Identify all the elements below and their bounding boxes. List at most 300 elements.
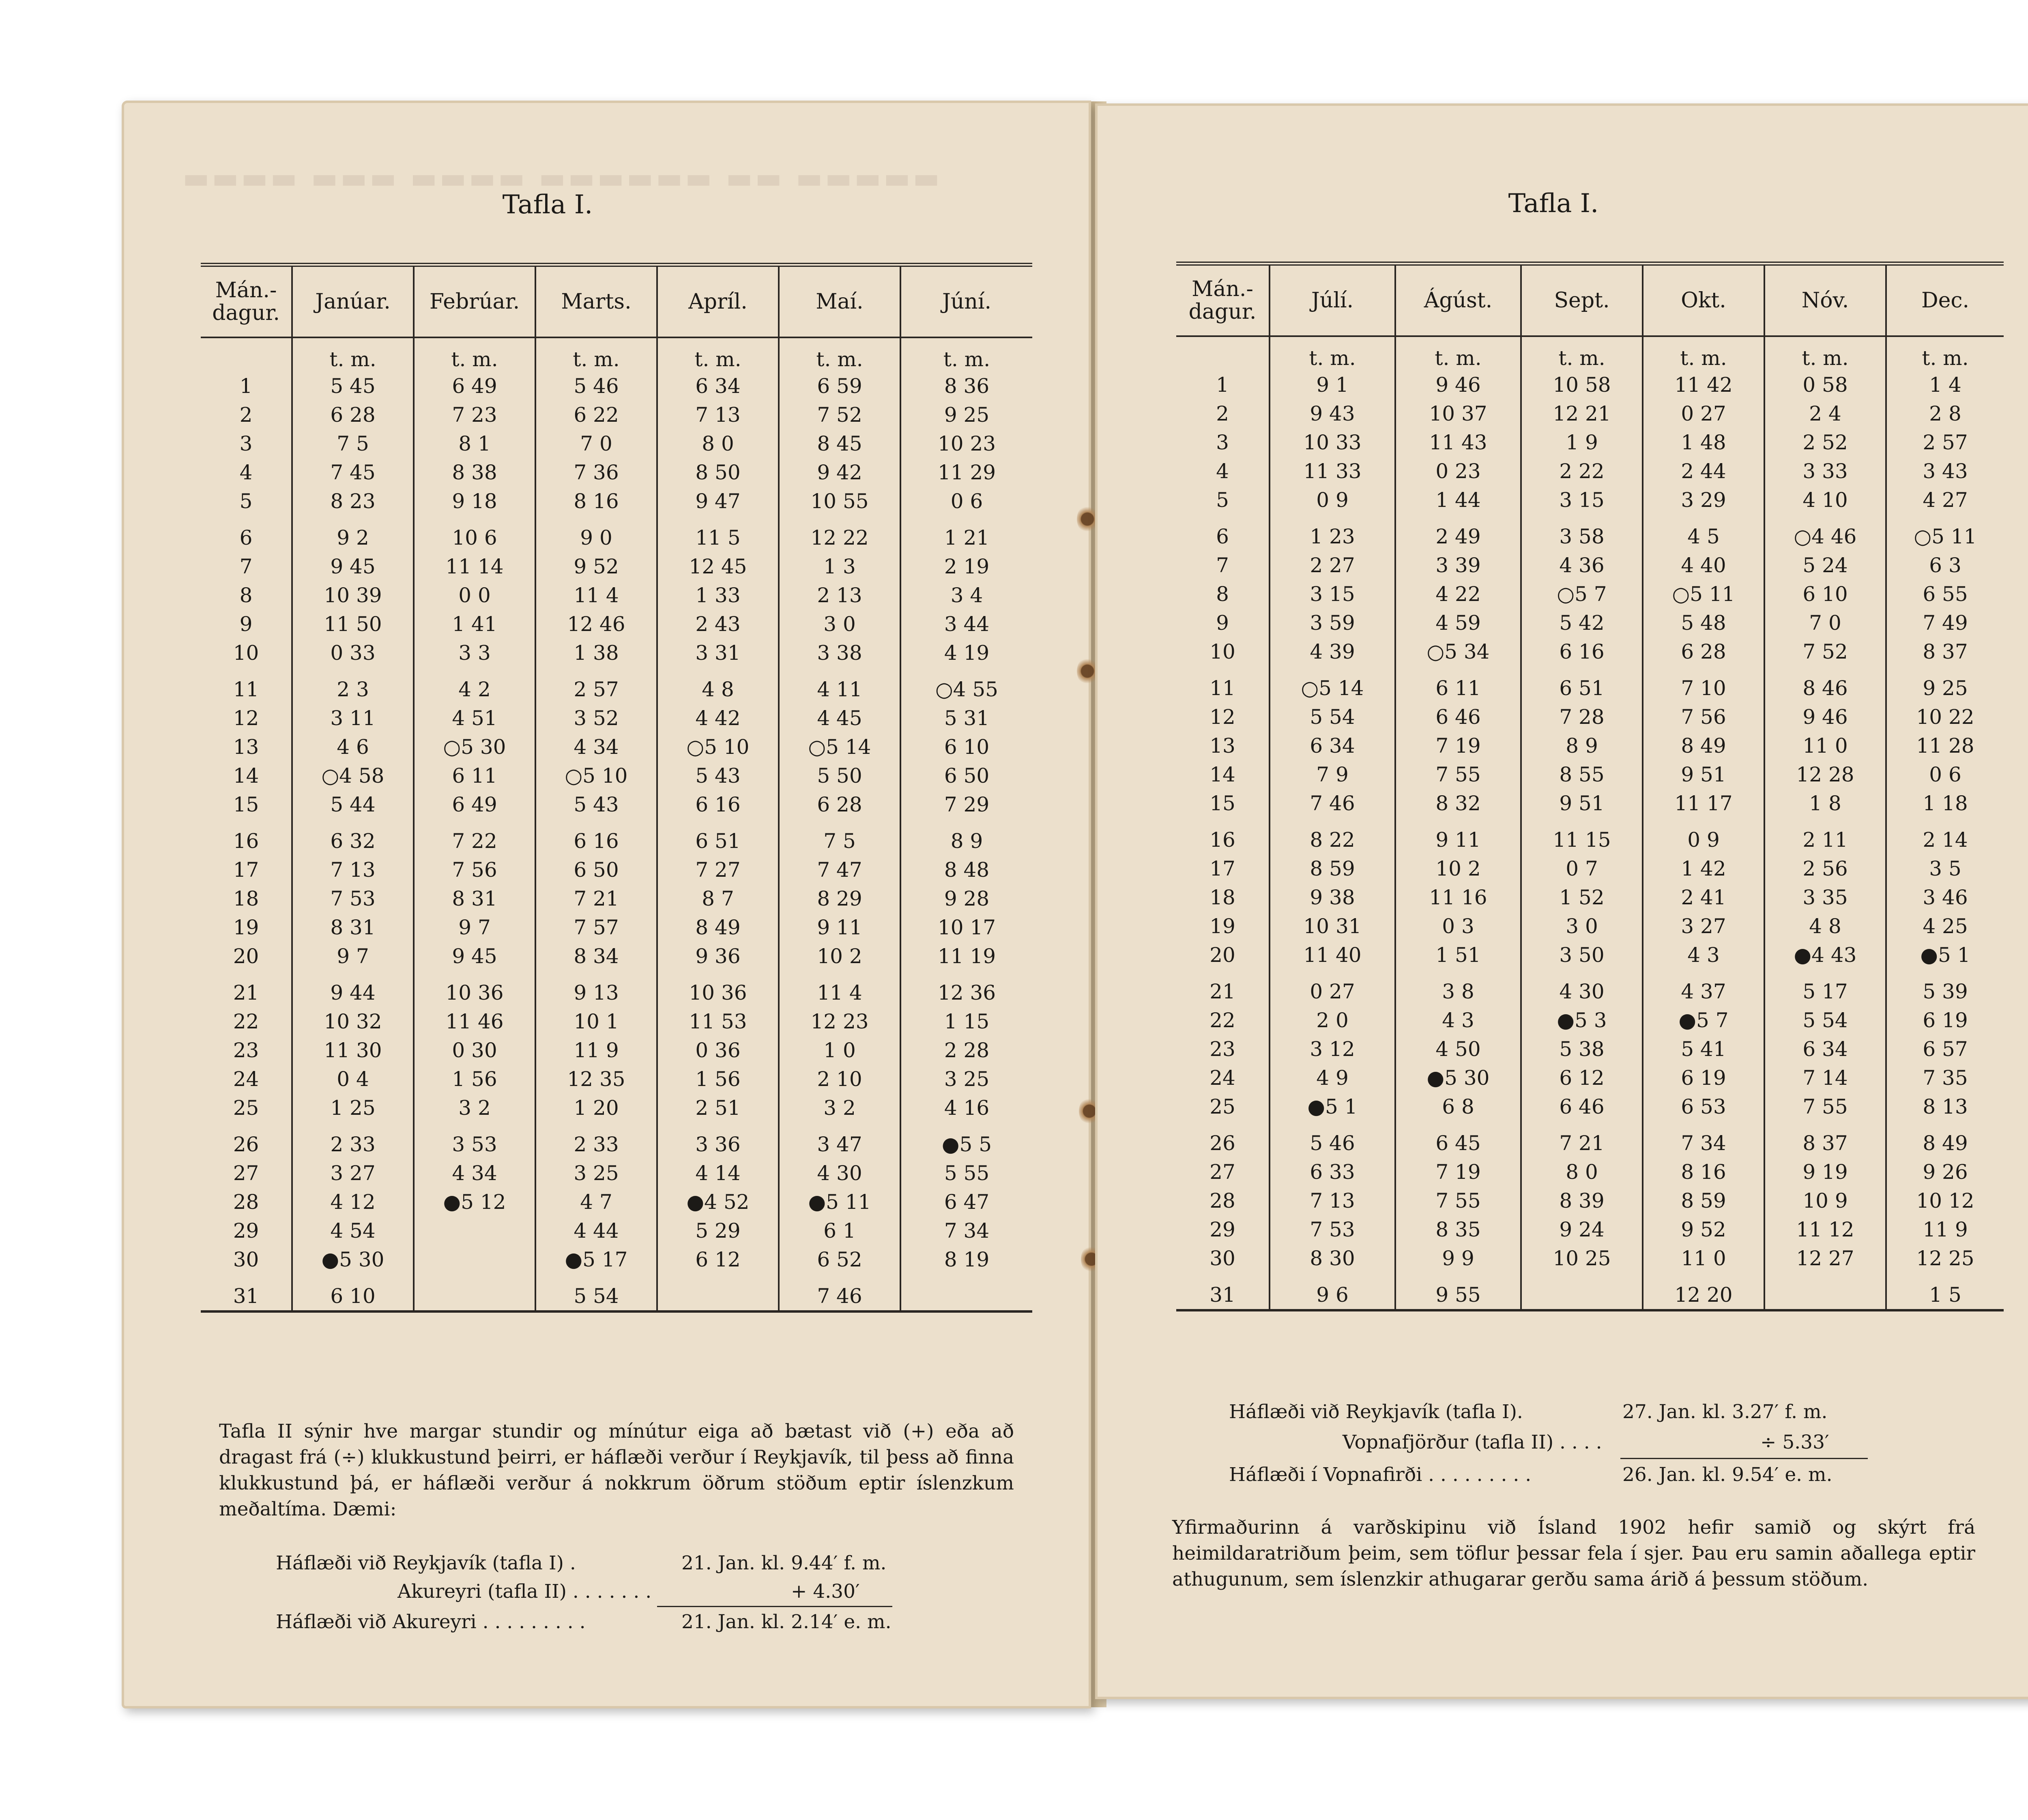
tide-time-cell: 11 15 [1521,818,1643,854]
source-note: Yfirmaðurinn á varðskipinu við Ísland 1902 hefir samið og skýrt frá heimildaratriðum þeim, sem töflur þessar fela í sjer. Þau eru samin aðallega eptir athugunum, sem íslenzkir athugarar gerðu sama árið á þessum stöðum. [1172,1516,1975,1590]
example-line-3-value: 26. Jan. kl. 9.54′ e. m. [1622,1464,1833,1486]
tide-time-cell: 6 34 [1270,731,1395,760]
tide-time-cell: 12 46 [535,610,657,638]
example-line-3-value: 21. Jan. kl. 2.14′ e. m. [681,1611,892,1633]
tide-time-cell: 6 49 [414,371,535,400]
tide-time-cell: 10 58 [1521,370,1643,399]
table-row [201,638,1032,667]
day-number: 23 [233,1038,259,1062]
unit-label: t. m. [657,337,779,371]
tide-time-cell: 9 19 [1764,1157,1886,1186]
tide-time-cell: 6 12 [1521,1063,1643,1092]
day-number: 29 [1209,1217,1235,1241]
tide-time-cell: 9 52 [1643,1215,1764,1244]
table-row [1176,399,2004,428]
day-number: 1 [1216,373,1229,397]
tide-time-cell: 3 35 [1764,883,1886,912]
day-number: 4 [1216,459,1229,483]
tide-time-cell: 8 49 [1643,731,1764,760]
month-header: Apríl. [657,265,779,337]
tide-time-cell: 8 0 [657,429,779,458]
tide-time-cell: 8 39 [1521,1186,1643,1215]
day-number: 2 [1216,401,1229,425]
tide-time-cell: ○5 11 [1643,579,1764,608]
tide-time-cell: ○5 34 [1395,637,1521,666]
tide-time-cell: 3 25 [900,1065,1032,1093]
tide-time-cell: 7 34 [900,1216,1032,1245]
tide-time-cell: 12 21 [1521,399,1643,428]
tide-time-cell: 8 37 [1764,1121,1886,1157]
tide-time-cell: 12 28 [1764,760,1886,789]
tide-time-cell: 9 7 [414,913,535,942]
tide-time-cell: 0 6 [900,487,1032,515]
table-row [1176,1092,2004,1121]
table-row [201,1065,1032,1093]
tide-time-cell: 8 31 [414,884,535,913]
tide-time-cell: 6 10 [292,1274,414,1311]
tide-time-cell: 7 57 [535,913,657,942]
tide-time-cell: 2 11 [1764,818,1886,854]
tide-time-cell: 11 0 [1764,731,1886,760]
tide-time-cell: 8 22 [1270,818,1395,854]
tide-time-cell: 6 11 [1395,666,1521,702]
tide-time-cell: 4 8 [657,667,779,704]
unit-label: t. m. [779,337,900,371]
tide-time-cell: 6 47 [900,1187,1032,1216]
tide-time-cell: 12 36 [900,970,1032,1007]
tide-time-cell: 9 26 [1886,1157,2004,1186]
tide-time-cell: 8 29 [779,884,900,913]
tide-time-cell: 4 25 [1886,912,2004,940]
tide-time-cell: 3 59 [1270,608,1395,637]
tide-time-cell: ●4 43 [1764,940,1886,969]
day-number: 21 [1209,979,1235,1003]
day-number: 21 [233,981,259,1004]
tide-time-cell: 7 55 [1395,760,1521,789]
tide-time-cell: 9 55 [1395,1273,1521,1310]
tide-time-cell: 6 55 [1886,579,2004,608]
tide-time-cell: 4 14 [657,1159,779,1187]
table-row [1176,1121,2004,1157]
tide-time-cell: 7 22 [414,819,535,855]
tide-time-cell: 8 9 [900,819,1032,855]
tide-time-cell: 12 20 [1643,1273,1764,1310]
table-row [1176,1215,2004,1244]
tide-time-cell: 7 45 [292,458,414,487]
day-number: 24 [233,1067,259,1091]
tide-time-cell: 7 46 [1270,789,1395,818]
table-row [201,790,1032,819]
table-row [1176,1186,2004,1215]
table-row [201,371,1032,400]
table-row [1176,1006,2004,1034]
tide-time-cell: 3 25 [535,1159,657,1187]
day-number: 14 [1209,762,1235,786]
tide-time-cell: 5 54 [1764,1006,1886,1034]
table-row [201,884,1032,913]
tide-time-cell: 10 23 [900,429,1032,458]
table-row [201,581,1032,610]
tide-time-cell: 1 56 [657,1065,779,1093]
table-row [1176,1273,2004,1310]
tide-time-cell: 7 34 [1643,1121,1764,1157]
tide-time-cell: 0 58 [1764,370,1886,399]
tide-time-cell: 9 43 [1270,399,1395,428]
day-number: 11 [1209,676,1235,700]
tide-time-cell: 8 37 [1886,637,2004,666]
tide-time-cell: 4 6 [292,732,414,761]
tide-time-cell: 4 34 [414,1159,535,1187]
example-line-1-value: 21. Jan. kl. 9.44′ f. m. [681,1552,887,1574]
tide-time-cell: 6 51 [1521,666,1643,702]
tide-time-cell: 1 52 [1521,883,1643,912]
tide-time-cell: 7 5 [779,819,900,855]
tide-time-cell: 3 15 [1270,579,1395,608]
tide-time-cell: 4 3 [1395,1006,1521,1034]
table-row [1176,485,2004,514]
bleed-through-text: ▬▬▬▬ ▬▬▬ ▬▬▬▬ ▬▬▬▬▬▬ ▬▬ ▬▬▬▬▬ [183,161,942,195]
tide-time-cell: 7 56 [414,855,535,884]
tide-time-cell: 6 22 [535,400,657,429]
tide-time-cell: ●5 7 [1643,1006,1764,1034]
tide-time-cell: 6 51 [657,819,779,855]
tide-time-cell: 7 5 [292,429,414,458]
table-row [201,1007,1032,1036]
table-row [1176,854,2004,883]
day-number: 3 [1216,430,1229,454]
tide-time-cell: 9 7 [292,942,414,970]
tide-time-cell: 8 16 [535,487,657,515]
table-title: Tafla I. [502,190,593,220]
tide-time-cell: 9 45 [414,942,535,970]
tide-time-cell: ○5 14 [779,732,900,761]
table-row [1176,702,2004,731]
tide-time-cell: ●4 52 [657,1187,779,1216]
tide-time-cell: ●5 5 [900,1122,1032,1159]
tide-time-cell: 9 18 [414,487,535,515]
tide-time-cell: 9 0 [535,515,657,552]
table-row [201,913,1032,942]
table-row [201,400,1032,429]
tide-time-cell: 6 16 [535,819,657,855]
tide-time-cell: 4 44 [535,1216,657,1245]
day-number: 16 [233,829,259,853]
tide-time-cell: 4 51 [414,704,535,732]
tide-time-cell: 0 30 [414,1036,535,1065]
tide-time-cell: 9 38 [1270,883,1395,912]
tide-time-cell: 8 30 [1270,1244,1395,1273]
tide-time-cell: 2 8 [1886,399,2004,428]
tide-time-cell: 9 52 [535,552,657,581]
tide-time-cell: 3 27 [1643,912,1764,940]
day-number: 17 [1209,856,1235,880]
tide-time-cell: 7 53 [1270,1215,1395,1244]
tide-time-cell: 4 37 [1643,969,1764,1006]
tide-time-cell: 2 3 [292,667,414,704]
table-row [201,855,1032,884]
tide-time-cell: ○5 11 [1886,514,2004,551]
tide-time-cell: 6 3 [1886,551,2004,579]
tide-time-cell: 3 44 [900,610,1032,638]
tide-time-cell: 10 36 [414,970,535,1007]
day-number: 9 [1216,611,1229,635]
tide-time-cell: 11 29 [900,458,1032,487]
month-header: Ágúst. [1395,264,1521,336]
tide-time-cell: 11 12 [1764,1215,1886,1244]
table-row [201,1274,1032,1311]
day-number: 18 [233,886,259,910]
tide-time-cell: 11 4 [535,581,657,610]
tide-time-cell: 7 55 [1395,1186,1521,1215]
tide-time-cell: 3 11 [292,704,414,732]
tide-time-cell: 2 52 [1764,428,1886,457]
header-row [201,265,1032,337]
tide-time-cell: 6 12 [657,1245,779,1274]
tide-time-cell: 4 3 [1643,940,1764,969]
day-number: 24 [1209,1066,1235,1090]
tide-time-cell: 8 48 [900,855,1032,884]
tide-time-cell: 9 45 [292,552,414,581]
tide-time-cell: 3 33 [1764,457,1886,485]
tide-time-cell: 4 2 [414,667,535,704]
tide-time-cell: 8 7 [657,884,779,913]
tide-time-cell: 2 14 [1886,818,2004,854]
table-row [201,819,1032,855]
table-row [201,458,1032,487]
table-row [1176,1157,2004,1186]
tide-time-cell: 11 5 [657,515,779,552]
table-row [1176,370,2004,399]
month-header: Júní. [900,265,1032,337]
tide-time-cell: 11 40 [1270,940,1395,969]
day-number: 26 [233,1132,259,1156]
table-row [1176,1034,2004,1063]
tide-time-cell: 4 39 [1270,637,1395,666]
table-row [201,1159,1032,1187]
table-row [1176,637,2004,666]
tide-time-cell: 3 2 [779,1093,900,1122]
tide-time-cell: ●5 1 [1886,940,2004,969]
tide-time-cell: 2 57 [1886,428,2004,457]
tide-time-cell: 9 9 [1395,1244,1521,1273]
day-number: 20 [1209,943,1235,967]
tide-time-cell: 9 46 [1395,370,1521,399]
tide-time-cell: 5 42 [1521,608,1643,637]
unit-label: t. m. [292,337,414,371]
tide-time-cell: ●5 12 [414,1187,535,1216]
tide-time-cell [657,1274,779,1311]
month-header: Nóv. [1764,264,1886,336]
tide-time-cell: 7 23 [414,400,535,429]
tide-time-cell: 5 24 [1764,551,1886,579]
tide-time-cell: 9 36 [657,942,779,970]
tide-time-cell: 8 1 [414,429,535,458]
tide-time-cell: 8 55 [1521,760,1643,789]
tide-time-cell: 0 27 [1270,969,1395,1006]
day-number: 30 [1209,1246,1235,1270]
tide-time-cell: 3 31 [657,638,779,667]
tide-time-cell: 8 13 [1886,1092,2004,1121]
day-number: 6 [239,526,253,549]
table-row [1176,428,2004,457]
tide-time-cell: 6 10 [900,732,1032,761]
tide-time-cell: 8 49 [657,913,779,942]
day-number: 30 [233,1247,259,1271]
tide-time-cell: 4 54 [292,1216,414,1245]
tide-time-cell: 10 12 [1886,1186,2004,1215]
tide-time-cell: 8 38 [414,458,535,487]
unit-label: t. m. [1886,336,2004,370]
tide-time-cell: 3 50 [1521,940,1643,969]
tide-time-cell: 9 25 [1886,666,2004,702]
tide-time-cell: 6 52 [779,1245,900,1274]
tide-time-cell: 3 0 [779,610,900,638]
tide-time-cell: 3 39 [1395,551,1521,579]
tide-time-cell: 9 6 [1270,1273,1395,1310]
table-row [201,487,1032,515]
table-row [201,970,1032,1007]
tide-time-cell: 10 2 [1395,854,1521,883]
tide-time-cell: 7 14 [1764,1063,1886,1092]
tide-time-cell: 7 9 [1270,760,1395,789]
tide-time-cell: 11 4 [779,970,900,1007]
tide-time-cell: 4 12 [292,1187,414,1216]
tide-time-cell: 2 43 [657,610,779,638]
tide-time-cell: 5 29 [657,1216,779,1245]
table-row [1176,666,2004,702]
unit-label: t. m. [535,337,657,371]
day-number: 31 [1176,1273,1270,1310]
day-number: 27 [1209,1160,1235,1184]
day-column-header: Mán.- dagur. [1176,264,1270,336]
tide-time-cell: 3 58 [1521,514,1643,551]
day-number: 15 [1209,791,1235,815]
tide-time-cell: 1 3 [779,552,900,581]
tide-time-cell: 3 0 [1521,912,1643,940]
table-row [1176,760,2004,789]
month-header: Febrúar. [414,265,535,337]
unit-label: t. m. [900,337,1032,371]
tide-time-cell: 4 42 [657,704,779,732]
tide-time-cell: 3 38 [779,638,900,667]
tide-time-cell: 6 1 [779,1216,900,1245]
day-number: 7 [239,554,253,578]
tide-time-cell: 6 10 [1764,579,1886,608]
tide-time-cell: 6 50 [900,761,1032,790]
tide-time-cell: 5 43 [657,761,779,790]
tide-time-cell: 8 59 [1270,854,1395,883]
month-header: Júlí. [1270,264,1395,336]
day-number: 3 [239,431,253,455]
tide-time-cell: 8 32 [1395,789,1521,818]
tide-time-cell: 6 16 [657,790,779,819]
day-number: 13 [233,735,259,759]
table-row [1176,1244,2004,1273]
day-number: 27 [233,1161,259,1185]
tide-time-cell: 7 52 [779,400,900,429]
tide-time-cell: 4 27 [1886,485,2004,514]
tide-time-cell: 10 55 [779,487,900,515]
tide-time-cell: 12 23 [779,1007,900,1036]
tide-time-cell: 10 31 [1270,912,1395,940]
tide-time-cell [1764,1273,1886,1310]
day-number: 28 [1209,1189,1235,1213]
tide-time-cell: 3 8 [1395,969,1521,1006]
right-page [1095,103,2028,1699]
table-row [201,1216,1032,1245]
tide-time-cell: 1 42 [1643,854,1764,883]
table-row [1176,883,2004,912]
tide-time-cell: 1 41 [414,610,535,638]
day-number: 16 [1209,828,1235,852]
unit-label: t. m. [414,337,535,371]
tide-time-cell: 8 59 [1643,1186,1764,1215]
unit-label: t. m. [1395,336,1521,370]
tide-time-cell: ●5 17 [535,1245,657,1274]
unit-label: t. m. [1521,336,1643,370]
tide-time-cell: 6 46 [1395,702,1521,731]
tide-time-cell: 7 35 [1886,1063,2004,1092]
day-number: 26 [1209,1131,1235,1155]
month-header: Marts. [535,265,657,337]
tide-time-cell: 3 5 [1886,854,2004,883]
tide-time-cell: 7 49 [1886,608,2004,637]
tide-time-cell: 8 9 [1521,731,1643,760]
example-line-1-label: Háflæði við Reykjavík (tafla I) . [276,1552,576,1574]
month-header: Okt. [1643,264,1764,336]
tide-time-cell: 8 34 [535,942,657,970]
tide-time-cell [414,1274,535,1311]
tide-time-cell: 8 31 [292,913,414,942]
tide-time-cell: 7 0 [535,429,657,458]
tide-time-cell: ●5 1 [1270,1092,1395,1121]
tide-time-cell: 7 13 [657,400,779,429]
tide-time-cell: 9 28 [900,884,1032,913]
example-line-2-label: Vopnafjörður (tafla II) . . . . [1343,1431,1602,1453]
tide-time-cell: 8 50 [657,458,779,487]
day-number: 8 [1216,582,1229,606]
tide-time-cell: ○4 46 [1764,514,1886,551]
table-row [1176,731,2004,760]
day-number: 19 [233,915,259,939]
tide-time-cell: 7 13 [1270,1186,1395,1215]
tide-time-cell: ●5 11 [779,1187,900,1216]
tide-time-cell: 3 4 [900,581,1032,610]
tide-time-cell: 5 54 [1270,702,1395,731]
table-row [1176,969,2004,1006]
tide-time-cell: 1 56 [414,1065,535,1093]
tide-time-cell: 1 33 [657,581,779,610]
day-number: 12 [233,706,259,730]
tide-time-cell: 11 14 [414,552,535,581]
tide-time-cell: 2 33 [292,1122,414,1159]
tide-time-cell: 9 46 [1764,702,1886,731]
tide-time-cell: 8 49 [1886,1121,2004,1157]
tide-time-cell: 6 11 [414,761,535,790]
tide-time-cell: 1 38 [535,638,657,667]
tide-time-cell: 2 49 [1395,514,1521,551]
tide-time-cell: 5 46 [535,371,657,400]
tide-time-cell: 3 27 [292,1159,414,1187]
tide-time-cell: 6 28 [292,400,414,429]
tide-time-cell: 1 0 [779,1036,900,1065]
tide-time-cell: 4 19 [900,638,1032,667]
tide-time-cell: 6 16 [1521,637,1643,666]
day-number: 25 [1209,1095,1235,1118]
tide-time-cell: 1 8 [1764,789,1886,818]
tide-time-cell: 8 19 [900,1245,1032,1274]
table-row [1176,608,2004,637]
